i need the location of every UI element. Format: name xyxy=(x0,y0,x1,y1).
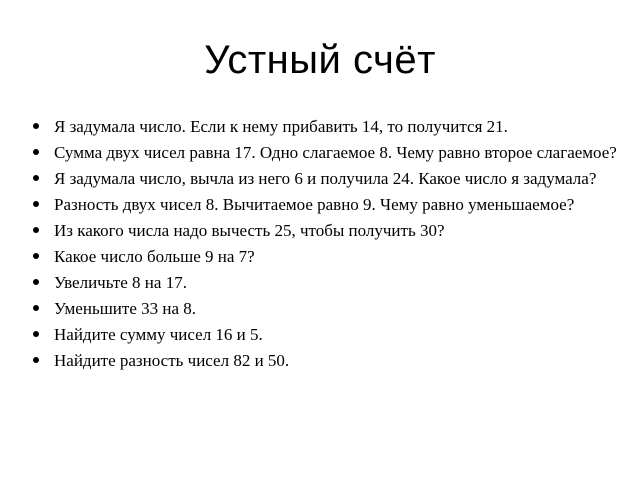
bullet-dot-icon xyxy=(33,331,39,337)
list-item xyxy=(30,168,620,190)
list-item-text: Найдите разность чисел 82 и 50. xyxy=(54,351,290,370)
list-item xyxy=(30,350,620,372)
bullet-dot-icon xyxy=(33,123,39,129)
bullet-dot-icon xyxy=(33,175,39,181)
list-item-text: Увеличьте 8 на 17. xyxy=(54,273,187,292)
bullet-dot-icon xyxy=(33,201,39,207)
bullet-dot-icon xyxy=(33,149,39,155)
list-item-text: Какое число больше 9 на 7? xyxy=(54,247,255,266)
task-list xyxy=(30,116,620,376)
list-item-text: Найдите сумму чисел 16 и 5. xyxy=(54,325,263,344)
bullet-dot-icon xyxy=(33,305,39,311)
slide-title: Устный счёт xyxy=(204,38,436,82)
list-item-text: Уменьшите 33 на 8. xyxy=(54,299,197,318)
list-item xyxy=(30,324,620,346)
list-item xyxy=(30,142,620,164)
bullet-dot-icon xyxy=(33,253,39,259)
list-item-text: Я задумала число. Если к нему прибавить 14, то получится 21. xyxy=(54,117,508,136)
bullet-dot-icon xyxy=(33,357,39,363)
list-item xyxy=(30,298,620,320)
list-item xyxy=(30,116,620,138)
list-item xyxy=(30,246,620,268)
list-item-text: Я задумала число, вычла из него 6 и получила 24. Какое число я задумала? xyxy=(54,169,597,188)
list-item xyxy=(30,194,620,216)
list-item-text: Сумма двух чисел равна 17. Одно слагаемое 8. Чему равно второе слагаемое? xyxy=(54,143,617,162)
list-item xyxy=(30,220,620,242)
list-item-text: Из какого числа надо вычесть 25, чтобы получить 30? xyxy=(54,221,445,240)
bullet-dot-icon xyxy=(33,279,39,285)
list-item xyxy=(30,272,620,294)
list-item-text: Разность двух чисел 8. Вычитаемое равно 9. Чему равно уменьшаемое? xyxy=(54,195,575,214)
bullet-dot-icon xyxy=(33,227,39,233)
